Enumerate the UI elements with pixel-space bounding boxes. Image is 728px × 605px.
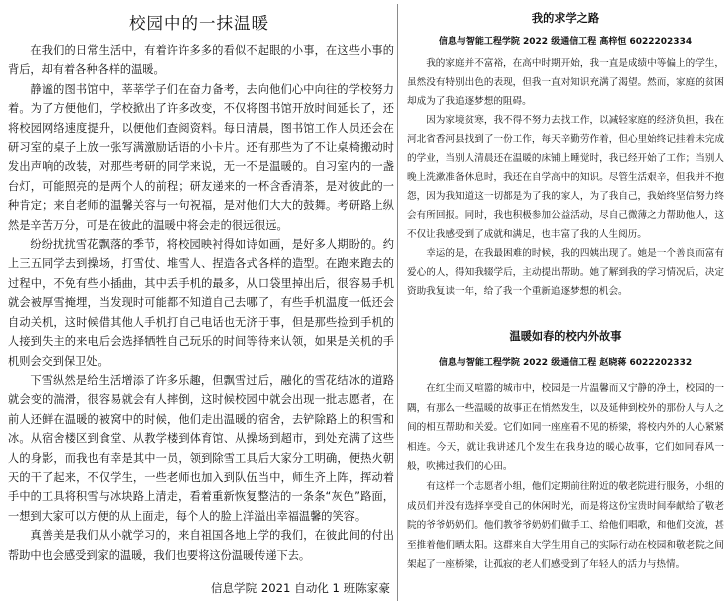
paragraph: 纷纷扰扰雪花飘落的季节，将校园映衬得如诗如画，是好多人期盼的。约上三五同学去到操场，打雪仗、堆雪人、捏造各式各样的造型。在跑来跑去的过程中，不免有些小插曲，其中丢手机的最多，从口袋里掉出后，很容易手机就会被厚雪掩埋，当发现时可能都不知道自己去哪了，有些手机温度一低还会自动关机，这时候借其他人手机打自己电话也无济于事，但是那些捡到手机的人接到失主的来电后会选择牺牲自己玩乐的时间等待来认领，如果是关机的手机则会交到保卫处。 (8, 238, 394, 368)
article-title: 校园中的一抹温暖 (129, 14, 269, 33)
author-signature: 信息学院 2021 自动化 1 班陈家豪 (210, 581, 390, 595)
paragraph: 静谧的图书馆中，莘莘学子们在奋力备考，去向他们心中向往的学校努力着。为了方便他们，学校掀出了许多改变，不仅将图书馆开放时间延长了，还将校园网络速度提升，以便他们查阅资料。每日清晨，图书馆工作人员还会在研习室的桌子上放一张写满激励话语的小卡片。还有那些为了不让桌椅搬动时发出声响的改装，对那些考研的同学来说，无一不是温暖的。自习室内的一盏台灯，可能照亮的是两个人的前程；研友递来的一杯含香清茶，是对彼此的一种肯定；来自老师的温馨关容与一句祝福，是对他们大大的鼓舞。考研路上纵然是辛苦万分，可是在彼此的温暖中将会走的很远很远。 (8, 82, 394, 232)
paragraph: 在红尘而又喧嚣的城市中，校园是一片温馨而又宁静的净土，校园的一隅，有那么一些温暖的故事正在悄然发生，以及延伸到校外的那份人与人之间的相互帮助和关爱。它们如同一座座看不见的桥梁，将校内外的人心紧紧相连。今天，就让我讲述几个发生在我身边的暖心故事，它们如同春风一般，吹拂过我们的心田。 (407, 383, 724, 473)
article-title: 温暖如春的校内外故事 (509, 330, 622, 343)
column-divider (397, 4, 398, 601)
article-author: 信息与智能工程学院 2022 级通信工程 赵晓蒋 6022202332 (438, 358, 693, 368)
paragraph: 下雪纵然是给生活增添了许多乐趣，但飘雪过后，融化的雪花结冰的道路就会变的湍滑，很容易就会有人摔倒，这时候校园中就会出现一批志愿者，在前人还鲜在温暖的被窝中的时候，他们走出温暖的宿舍，去铲除路上的积雪和冰。从宿舍楼区到食堂、从教学楼到体育馆、从操场到超市，到处充满了这些人的身影，而我也有幸是其中一员，领到除雪工具后大家分工明确，便热火朝天的干了起来，不仅学生，一些老师也加入到队伍当中，师生齐上阵，挥动着手中的工具将积雪与冰块路上清走，看着重新恢复整洁的一条条“灰色”路面，一想到大家可以方便的从上面走，每个人的脸上洋溢出幸福温馨的笑容。 (8, 373, 394, 523)
right-column (407, 0, 724, 605)
article-my-study-road (407, 10, 724, 301)
paragraph: 因为家境贫寒，我不得不努力去找工作，以减轻家庭的经济负担，我在河北省香河县找到了一份工作，每天辛勤劳作着，但心里始终记挂着未完成的学业，当别人清晨还在温暖的床铺上睡觉时，我已经开始了工作；当别人晚上洗漱准备休息时，我还在自学高中的知识。尽管生活艰辛，但我并不抱怨，因为我知道这一切都是为了我的家人，为了我自己，我始终坚信努力终会有所回报。同时，我也积极参加公益活动，尽自己微薄之力帮助他人，这不仅让我感受到了成就和满足，也丰富了我的人生阅历。 (407, 115, 724, 240)
paragraph: 在我们的日常生活中，有着许许多多的看似不起眼的小事，在这些小事的背后，却有着各种各样的温暖。 (8, 44, 394, 77)
article-body (8, 41, 394, 565)
article-author: 信息与智能工程学院 2022 级通信工程 高梓恒 6022202334 (438, 37, 693, 47)
paragraph: 幸运的是，在我最困难的时候，我的四姨出现了。她是一个善良而富有爱心的人，得知我辍学后，主动提出帮助。她了解到我的学习情况后，决定资助我复读一年，给了我一个重新追逐梦想的机会。 (407, 248, 724, 297)
paragraph: 有这样一个志愿者小组，他们定期前往附近的敬老院进行服务，小组的成员们并没有选择享受自己的休闲时光，而是将这份宝贵时间奉献给了敬老院的爷爷奶奶们。他们教爷爷奶奶们做手工、给他们唱歌，和他们交流，甚至推着他们晒太阳。这群来自大学生用自己的实际行动在校园和敬老院之间架起了一座桥梁，让孤寂的老人们感受到了年轻人的活力与热情。 (407, 480, 724, 571)
article-warm-stories (407, 328, 724, 575)
paragraph: 真善美是我们从小就学习的，来自祖国各地上学的我们，在彼此间的付出帮助中也会感受到家的温暖，我们也要将这份温暖传递下去。 (8, 529, 394, 562)
article-title: 我的求学之路 (531, 12, 600, 25)
paragraph: 我的家庭并不富裕，在高中时期开始，我一直是成绩中等偏上的学生，虽然没有特别出色的表现，但我一直对知识充满了渴望。然而，家庭的贫困却成为了我追逐梦想的阻碍。 (407, 58, 724, 107)
